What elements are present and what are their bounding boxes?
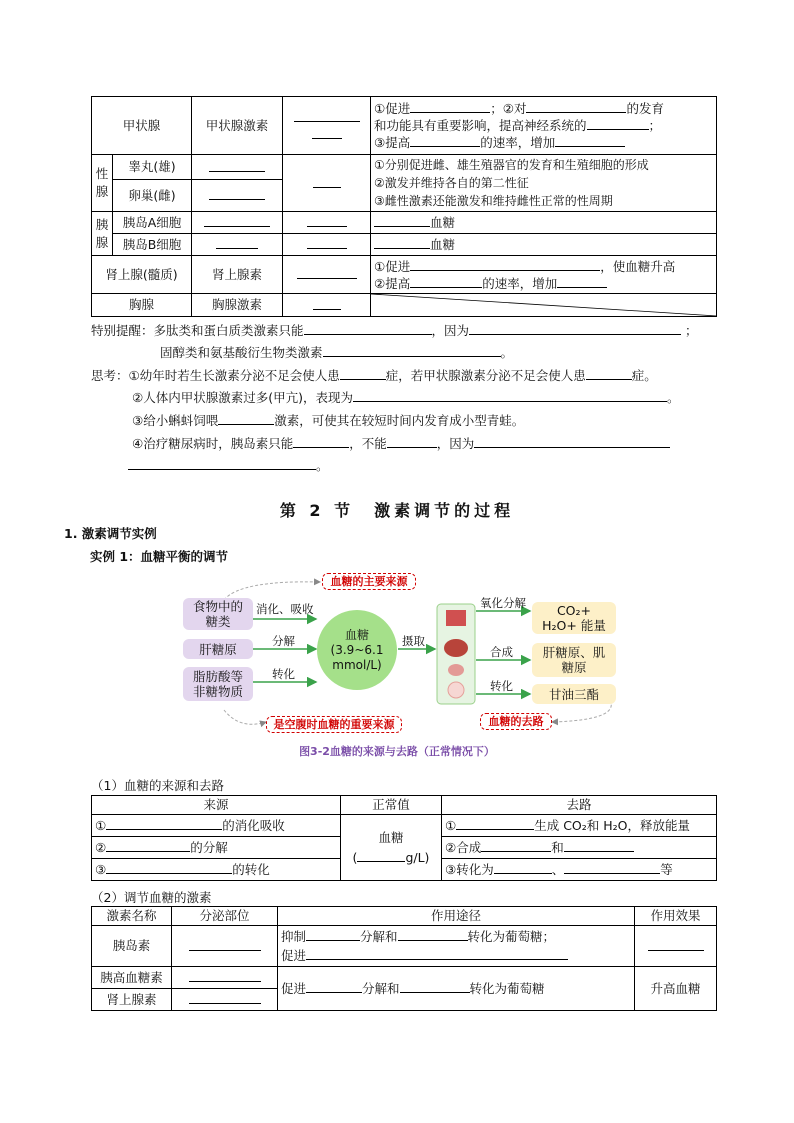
blank[interactable] <box>313 175 341 188</box>
label-decompose: 分解 <box>272 634 295 648</box>
figure-caption: 图3-2血糖的来源与去路（正常情况下） <box>299 745 495 758</box>
blank[interactable] <box>557 275 607 288</box>
blank[interactable] <box>494 861 552 874</box>
fasting-source-tag: 是空腹时血糖的重要来源 <box>266 716 402 733</box>
source-fat: 脂肪酸等 非糖物质 <box>183 667 253 701</box>
blank[interactable] <box>209 159 265 172</box>
blank[interactable] <box>293 435 349 448</box>
section-title: 第 2 节 激素调节的过程 <box>279 501 515 520</box>
hormone-adrenaline-2: 肾上腺素 <box>92 989 172 1011</box>
gland-islet-a: 胰岛A细胞 <box>113 212 192 234</box>
header-site: 分泌部位 <box>172 907 278 926</box>
blank[interactable] <box>218 412 274 425</box>
hormone-insulin: 胰岛素 <box>92 926 172 967</box>
gland-testis: 睾丸(雄) <box>113 155 192 180</box>
blank[interactable] <box>555 134 625 147</box>
table2-title: （1）血糖的来源和去路 <box>91 778 224 793</box>
think-q3: ③给小蝌蚪饲喂 激素，可使其在较短时间内发育成小型青蛙。 <box>132 413 525 428</box>
header-hormone-name: 激素名称 <box>92 907 172 926</box>
blank[interactable] <box>357 849 405 862</box>
think-q1: 思考：①幼年时若生长激素分泌不足会使人患 症，若甲状腺激素分泌不足会使人患 症。 <box>91 368 657 383</box>
blank[interactable] <box>398 928 468 941</box>
blank[interactable] <box>106 839 190 852</box>
blank[interactable] <box>189 938 261 951</box>
blank[interactable] <box>216 236 258 249</box>
header-pathway: 作用途径 <box>278 907 635 926</box>
blank[interactable] <box>304 322 432 335</box>
blank[interactable] <box>456 817 534 830</box>
blank[interactable] <box>648 938 704 951</box>
blank[interactable] <box>313 297 341 310</box>
source-glycogen: 肝糖原 <box>183 639 253 659</box>
gonad-function: ①分别促进雌、雄生殖器官的发育和生殖细胞的形成 ②激发并维持各自的第二性征 ③雌性激素还能激发和维持雌性正常的性周期 <box>371 155 717 212</box>
blank[interactable] <box>106 817 222 830</box>
blank[interactable] <box>564 861 660 874</box>
blank[interactable] <box>586 367 632 380</box>
blank[interactable] <box>189 969 261 982</box>
blank[interactable] <box>410 258 600 271</box>
blank[interactable] <box>340 367 386 380</box>
blood-sugar-diagram <box>180 570 620 738</box>
adrenal-function: ①促进 ，使血糖升高 ②提高 的速率，增加 <box>371 256 717 294</box>
blood-sugar-label: 血糖 (3.9~6.1 mmol/L) <box>330 627 384 672</box>
muscle-icon <box>446 610 466 626</box>
source-food: 食物中的 糖类 <box>183 598 253 630</box>
blank[interactable] <box>564 839 634 852</box>
think-q4: ④治疗糖尿病时，胰岛素只能 ，不能 ，因为 <box>132 433 670 455</box>
fat-cell-icon <box>448 682 464 698</box>
blank[interactable] <box>306 980 362 993</box>
diagonal-line <box>371 294 717 316</box>
destination-tag: 血糖的去路 <box>480 713 552 730</box>
blank[interactable] <box>387 435 437 448</box>
heading-example-1: 实例 1：血糖平衡的调节 <box>90 549 229 564</box>
blood-sugar-table: 来源 正常值 去路 ① 的消化吸收 血糖 ( g/L) ① 生成 CO₂和 H₂O，释放能量 ② 的分解 ②合成 和 ③ 的转化 ③转化为 、 等 <box>91 795 717 881</box>
liver-icon <box>444 639 468 657</box>
gland-group-gonad: 性腺 <box>92 155 113 212</box>
header-effect: 作用效果 <box>635 907 717 926</box>
blank[interactable] <box>353 389 667 402</box>
header-source: 来源 <box>92 796 341 815</box>
blank[interactable] <box>481 839 551 852</box>
blank[interactable] <box>410 100 490 113</box>
blank[interactable] <box>374 236 430 249</box>
thyroid-function: ①促进 ；②对 的发育 和功能具有重要影响，提高神经系统的 ； ③提高 的速率，增加 <box>371 97 717 155</box>
tip-line-2: 固醇类和氨基酸衍生物类激素 。 <box>160 345 514 360</box>
main-source-tag: 血糖的主要来源 <box>322 573 416 590</box>
gland-islet-b: 胰岛B细胞 <box>113 234 192 256</box>
label-oxidize: 氧化分解 <box>480 596 526 610</box>
blank[interactable] <box>400 980 470 993</box>
blank[interactable] <box>374 214 430 227</box>
normal-label: 血糖 <box>378 829 404 845</box>
blank[interactable] <box>306 928 360 941</box>
blank[interactable] <box>307 236 347 249</box>
blank[interactable] <box>294 109 360 122</box>
tip-line-1: 特别提醒：多肽类和蛋白质类激素只能 ，因为 ； <box>91 323 698 338</box>
label-uptake: 摄取 <box>402 634 425 648</box>
blank[interactable] <box>587 117 649 130</box>
hormone-table: 甲状腺 甲状腺激素 ①促进 ；②对 的发育 和功能具有重要影响，提高神经系统的 ； ③提高 的速率，增加 性腺 睾丸(雄) ①分别促进雌、雄生殖器官的发育和生殖细胞的形成 ②激发并维持各自的第二性征 ③雌性激素还能激发和维持雌性正常的性周期 卵巢(雌) 胰腺 胰岛A细胞 血糖 胰岛B细胞 血糖 肾上腺(髓质) 肾上腺素 ①促进 ，使血糖升高 ②提高 的速率，增加 胸腺 胸腺激素 <box>91 96 717 317</box>
gland-thymus: 胸腺 <box>92 294 192 317</box>
label-convert2: 转化 <box>490 679 513 693</box>
hormone-glucagon: 胰高血糖素 <box>92 967 172 989</box>
gland-adrenal: 肾上腺(髓质) <box>92 256 192 294</box>
blank[interactable] <box>312 126 342 139</box>
blank[interactable] <box>526 100 626 113</box>
gland-ovary: 卵巢(雌) <box>113 180 192 212</box>
dest-glycogen: 肝糖原、肌 糖原 <box>532 643 616 677</box>
think-q4-cont: 。 <box>128 455 329 477</box>
table3-title: （2）调节血糖的激素 <box>91 890 212 905</box>
hormone-adrenaline: 肾上腺素 <box>192 256 283 294</box>
dest-triglyceride: 甘油三酯 <box>532 684 616 704</box>
label-synth: 合成 <box>490 645 513 659</box>
blank[interactable] <box>469 322 681 335</box>
blank[interactable] <box>204 214 270 227</box>
blank[interactable] <box>410 134 480 147</box>
header-normal: 正常值 <box>341 796 442 815</box>
blank[interactable] <box>106 861 232 874</box>
header-destination: 去路 <box>442 796 717 815</box>
normal-unit: g/L) <box>405 849 430 865</box>
dest-co2: CO₂+ H₂O+ 能量 <box>532 602 616 634</box>
blank[interactable] <box>209 187 265 200</box>
blank[interactable] <box>410 275 482 288</box>
label-convert: 转化 <box>272 667 295 681</box>
hormone-thyroxine: 甲状腺激素 <box>192 97 283 155</box>
gland-thyroid: 甲状腺 <box>92 97 192 155</box>
muscle-cell-icon <box>448 664 464 676</box>
hormone-thymosin: 胸腺激素 <box>192 294 283 317</box>
blank[interactable] <box>474 435 670 448</box>
effect-raise: 升高血糖 <box>635 967 717 1011</box>
blank[interactable] <box>306 947 568 960</box>
gland-group-pancreas: 胰腺 <box>92 212 113 256</box>
label-digest: 消化、吸收 <box>256 602 314 616</box>
heading-examples: 1. 激素调节实例 <box>64 526 157 541</box>
blank[interactable] <box>323 344 501 357</box>
blank[interactable] <box>189 991 261 1004</box>
think-q2: ②人体内甲状腺激素过多(甲亢)，表现为 。 <box>132 390 680 405</box>
hormone-regulation-table: 激素名称 分泌部位 作用途径 作用效果 胰岛素 抑制 分解和 转化为葡萄糖； 促进 胰高血糖素 促进 分解和 转化为葡萄糖 升高血糖 肾上腺素 <box>91 906 717 1011</box>
diagonal-cell <box>371 294 717 317</box>
blank[interactable] <box>128 457 316 470</box>
blank[interactable] <box>297 266 357 279</box>
blank[interactable] <box>307 214 347 227</box>
